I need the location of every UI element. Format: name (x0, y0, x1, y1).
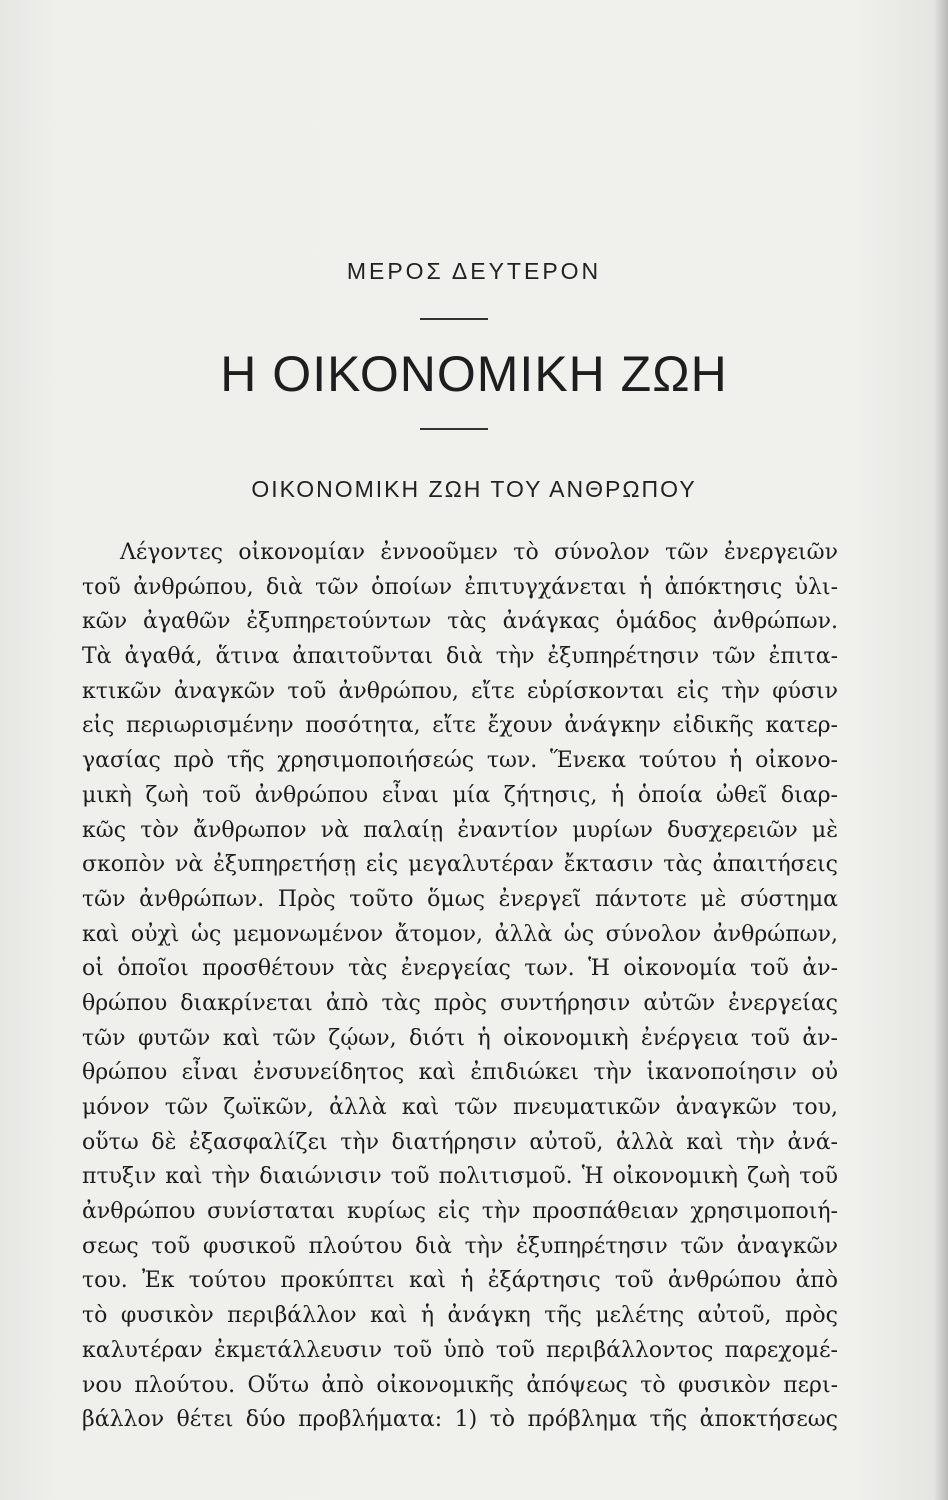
text-line: τῶν ἀνθρώπων. Πρὸς τοῦτο ὅμως ἐνεργεῖ πάντοτε μὲ σύστημα (82, 886, 838, 912)
title-rule-top (420, 318, 488, 320)
text-line: σκοπὸν νὰ ἐξυπηρετήσῃ εἰς μεγαλυτέραν ἔκτασιν τὰς ἀπαιτήσεις (82, 852, 838, 878)
text-line: θρώπου διακρίνεται ἀπὸ τὰς πρὸς συντήρησιν αὐτῶν ἐνεργείας (82, 990, 838, 1016)
text-line: καλυτέραν ἐκμετάλλευσιν τοῦ ὑπὸ τοῦ περιβάλλοντος παρεχομέ- (82, 1337, 838, 1363)
text-line: μόνον τῶν ζωϊκῶν, ἀλλὰ καὶ τῶν πνευματικῶν ἀναγκῶν του, (82, 1095, 838, 1120)
text-line: βάλλον θέτει δύο προβλήματα: 1) τὸ πρόβλημα τῆς ἀποκτήσεως (82, 1407, 838, 1433)
text-line: εἰς περιωρισμένην ποσότητα, εἴτε ἔχουν ἀνάγκην εἰδικῆς κατερ- (82, 713, 838, 739)
title-rule-bottom (420, 428, 488, 430)
part-title: ΜΕΡΟΣ ΔΕΥΤΕΡΟΝ (346, 258, 602, 284)
text-line: θρώπου εἶναι ἐνσυνείδητος καὶ ἐπιδιώκει τὴν ἱκανοποίησιν οὐ (82, 1060, 838, 1086)
text-line: οἱ ὁποῖοι προσθέτουν τὰς ἐνεργείας των. Ἡ οἰκονομία τοῦ ἀν- (82, 956, 838, 982)
text-line: μικὴ ζωὴ τοῦ ἀνθρώπου εἶναι μία ζήτησις, ἡ ὁποία ὠθεῖ διαρ- (82, 782, 838, 808)
text-line: πτυξιν καὶ τὴν διαιώνισιν τοῦ πολιτισμοῦ. Ἡ οἰκονομικὴ ζωὴ τοῦ (82, 1164, 838, 1190)
section-title: ΟΙΚΟΝΟΜΙΚΗ ΖΩΗ ΤΟΥ ΑΝΘΡΩΠΟΥ (251, 476, 697, 502)
text-line: κῶν ἀγαθῶν ἐξυπηρετούντων τὰς ἀνάγκας ὁμάδος ἀνθρώπων. (82, 609, 838, 635)
text-line: κτικῶν ἀναγκῶν τοῦ ἀνθρώπου, εἴτε εὑρίσκονται εἰς τὴν φύσιν (82, 678, 838, 704)
text-line: τῶν φυτῶν καὶ τῶν ζῴων, διότι ἡ οἰκονομικὴ ἐνέργεια τοῦ ἀν- (82, 1025, 838, 1051)
page-spine-shadow (934, 0, 948, 1500)
text-line: τὸ φυσικὸν περιβάλλον καὶ ἡ ἀνάγκη τῆς μελέτης αὐτοῦ, πρὸς (82, 1303, 838, 1329)
text-line: Λέγοντες οἰκονομίαν ἐννοοῦμεν τὸ σύνολον τῶν ἐνεργειῶν (120, 540, 838, 565)
text-line: Τὰ ἀγαθά, ἅτινα ἀπαιτοῦνται διὰ τὴν ἐξυπηρέτησιν τῶν ἐπιτα- (82, 644, 838, 670)
text-line: καὶ οὐχὶ ὡς μεμονωμένον ἄτομον, ἀλλὰ ὡς σύνολον ἀνθρώπων, (82, 921, 838, 947)
text-line: κῶς τὸν ἄνθρωπον νὰ παλαίῃ ἐναντίον μυρίων δυσχερειῶν μὲ (82, 817, 838, 843)
text-line: ἀνθρώπου συνίσταται κυρίως εἰς τὴν προσπάθειαν χρησιμοποιή- (82, 1199, 838, 1225)
body-paragraph (82, 536, 838, 1438)
text-line: οὕτω δὲ ἐξασφαλίζει τὴν διατήρησιν αὐτοῦ, ἀλλὰ καὶ τὴν ἀνά- (82, 1129, 838, 1155)
text-line: γασίας πρὸ τῆς χρησιμοποιήσεώς των. Ἕνεκα τούτου ἡ οἰκονο- (82, 748, 838, 774)
text-line: του. Ἐκ τούτου προκύπτει καὶ ἡ ἐξάρτησις τοῦ ἀνθρώπου ἀπὸ (82, 1268, 838, 1294)
chapter-title: Η ΟΙΚΟΝΟΜΙΚΗ ΖΩΗ (220, 346, 728, 402)
text-line: τοῦ ἀνθρώπου, διὰ τῶν ὁποίων ἐπιτυγχάνεται ἡ ἀπόκτησις ὑλι- (82, 574, 838, 600)
text-line: νου πλούτου. Οὕτω ἀπὸ οἰκονομικῆς ἀπόψεως τὸ φυσικὸν περι- (82, 1372, 838, 1398)
text-line: σεως τοῦ φυσικοῦ πλούτου διὰ τὴν ἐξυπηρέτησιν τῶν ἀναγκῶν (82, 1233, 838, 1259)
